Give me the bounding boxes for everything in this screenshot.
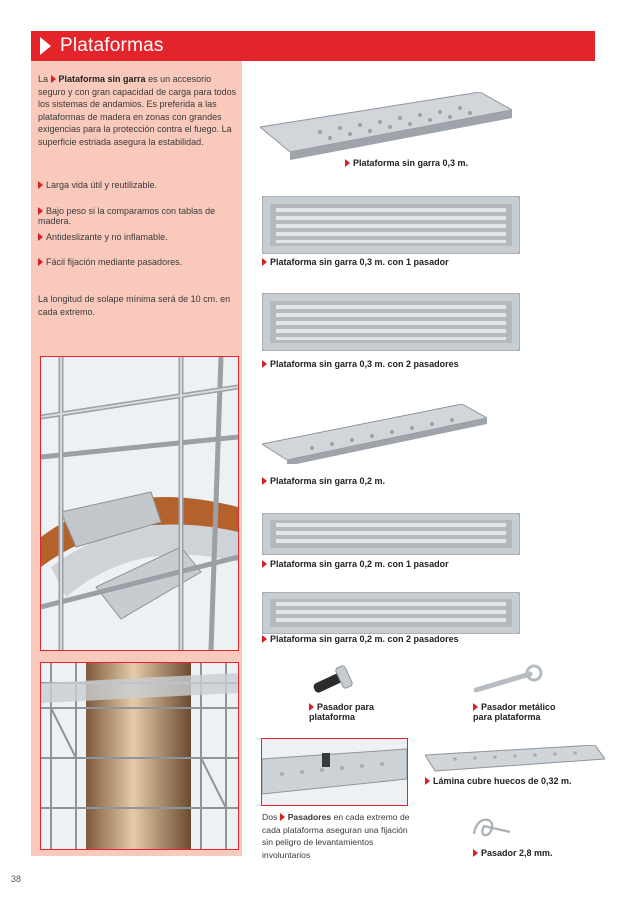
arrow-icon <box>38 233 43 241</box>
arrow-icon <box>280 813 285 821</box>
arrow-icon <box>262 258 267 266</box>
product-caption: Plataforma sin garra 0,3 m. <box>345 158 468 168</box>
lamina-caption: Lámina cubre huecos de 0,32 m. <box>425 776 572 786</box>
scaffold-platform-photo <box>40 356 239 651</box>
pasador-plataforma-image <box>305 664 363 698</box>
product-caption: Plataforma sin garra 0,2 m. con 1 pasador <box>262 559 449 569</box>
arrow-icon <box>38 258 43 266</box>
pasador-plataforma-caption: Pasador para plataforma <box>309 702 375 722</box>
overlap-note: La longitud de solape mínima será de 10 cm. en cada extremo. <box>38 294 231 317</box>
section-title: Plataformas <box>60 35 164 56</box>
scaffold-platform-illustration <box>41 357 238 650</box>
product-caption: Plataforma sin garra 0,2 m. <box>262 476 385 486</box>
pasador-metalico-image <box>468 664 548 698</box>
arrow-icon <box>262 477 267 485</box>
platform-0-3m-1-pasador-image <box>262 196 520 254</box>
pasador-2-8-image <box>470 812 518 842</box>
product-caption: Plataforma sin garra 0,2 m. con 2 pasadores <box>262 634 459 644</box>
product-caption: Plataforma sin garra 0,3 m. con 1 pasador <box>262 257 449 267</box>
bullet-item: Larga vida útil y reutilizable. <box>38 180 248 190</box>
arrow-icon <box>425 777 430 785</box>
platform-0-3m-2-pasadores-image <box>262 293 520 351</box>
platform-0-2m-2-pasadores-image <box>262 592 520 634</box>
arrow-icon <box>262 635 267 643</box>
intro-product-name: Plataforma sin garra <box>58 74 146 84</box>
bullet-item: Fácil fijación mediante pasadores. <box>38 257 248 267</box>
pasadores-detail-photo <box>261 738 408 806</box>
intro-prefix: La <box>38 74 49 84</box>
arrow-icon <box>262 560 267 568</box>
platform-0-2m-1-pasador-image <box>262 513 520 555</box>
header-arrow-icon <box>40 37 51 55</box>
pasador-2-8-caption: Pasador 2,8 mm. <box>473 848 553 858</box>
bullet-item: Bajo peso si la comparamos con tablas de madera. <box>38 206 216 226</box>
platform-0-3m-image <box>260 92 512 162</box>
pasadores-detail-illustration <box>262 739 407 805</box>
product-caption: Plataforma sin garra 0,3 m. con 2 pasadores <box>262 359 459 369</box>
intro-body: es un accesorio seguro y con gran capacidad de carga para todos los sistemas de andamios. Es preferida a las plataformas de madera en zonas con grandes exigencias para la protección contra el fuego. La superficie estriada asegura la estabilidad. <box>38 74 237 147</box>
intro-paragraph <box>38 73 238 148</box>
pasadores-note: Dos Pasadores en cada extremo de cada plataforma aseguran una fijación sin peligro de levantamientos involuntarios <box>262 812 410 860</box>
arrow-icon <box>473 703 478 711</box>
lamina-cubre-huecos-image <box>425 745 605 773</box>
pasador-metalico-caption: Pasador metálico para plataforma <box>473 702 556 722</box>
tank-scaffold-illustration <box>41 663 238 849</box>
arrow-icon <box>51 75 56 83</box>
bullet-item: Antideslizante y no inflamable. <box>38 232 248 242</box>
platform-0-2m-image <box>262 404 487 464</box>
page-number: 38 <box>11 874 22 884</box>
arrow-icon <box>309 703 314 711</box>
arrow-icon <box>38 207 43 215</box>
arrow-icon <box>345 159 350 167</box>
arrow-icon <box>262 360 267 368</box>
arrow-icon <box>473 849 478 857</box>
tank-scaffold-photo <box>40 662 239 850</box>
arrow-icon <box>38 181 43 189</box>
